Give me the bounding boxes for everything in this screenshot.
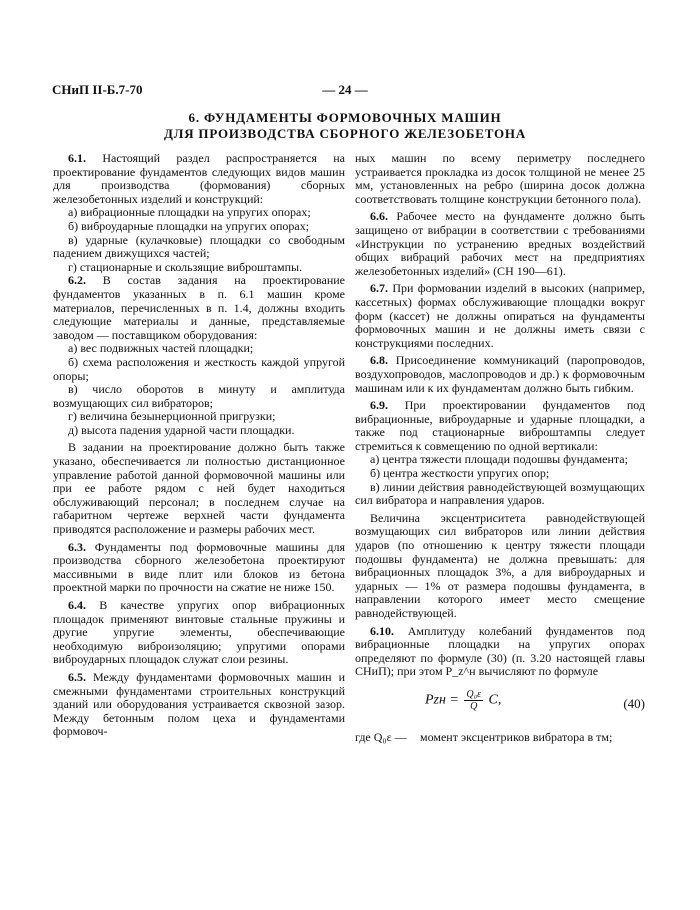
formula-denominator: Q	[470, 700, 478, 712]
formula-lhs: Pzн =	[425, 692, 459, 708]
paragraph-6-6: 6.6. Рабочее место на фундаменте должно быть защищено от вибрации в соответствии с требованиями «Инструкции по устранению вредных воздействий общих вибраций рабочих мест на предприятиях железобетонных изделий» (СН 190—61).	[355, 209, 646, 278]
list-item: а) вес подвижных частей площадки;	[68, 341, 254, 356]
section-title-line2: ДЛЯ ПРОИЗВОДСТВА СБОРНОГО ЖЕЛЕЗОБЕТОНА	[163, 126, 527, 141]
formula-number: (40)	[623, 695, 645, 711]
paragraph-6-10: 6.10. Амплитуду колебаний фундаментов под вибрационные площадки на упругих опорах определяют по формуле (30) (п. 3.20 настоящей главы СНиП); при этом P_z^н вычисляют по формуле	[355, 623, 645, 679]
formula-expression	[425, 689, 501, 712]
list-item: г) стационарные и скользящие виброштампы.	[68, 259, 303, 274]
formula-rhs: C,	[488, 692, 502, 708]
list-item: в) линии действия равнодействующей возмущающих сил вибратора и направления ударов.	[355, 479, 645, 508]
list-item: д) высота падения ударной части площадки.	[68, 422, 295, 437]
paragraph-6-9: 6.9. При проектировании фундаментов под вибрационные, виброударные и ударные площадки, а также под стационарные виброштампы следует стремиться к совмещению по одной вертикали:	[355, 398, 646, 453]
paragraph-6-7: 6.7. При формовании изделий в высоких (например, кассетных) формах обслуживающие площадки вокруг форм (кассет) не должны опираться на фундаменты формовочных машин и не должны иметь связи с конструкциями последних.	[355, 281, 646, 350]
list-item: а) центра тяжести площади подошвы фундамента;	[370, 452, 628, 467]
paragraph-6-2-extra: В задании на проектирование должно быть также указано, обеспечивается ли полностью дистанционное управление работой данной формовочной машины или при ее работе рядом с ней будет находиться обслуживающий персонал; в последнем случае на габаритном чертеже верхней части фундамента приводятся расположение и размеры рабочих мест.	[53, 440, 345, 537]
paragraph-6-8: 6.8. Присоединение коммуникаций (паропроводов, воздухопроводов, маслопроводов и др.) к формовочным машинам или к их фундаментам должно быть гибким.	[355, 353, 645, 395]
running-header	[52, 83, 638, 101]
page-number: — 24 —	[322, 82, 368, 97]
list-item: г) величина безынерционной пригрузки;	[68, 409, 276, 424]
paragraph-6-2: 6.2. В состав задания на проектирование фундаментов указанных в п. 6.1 машин кроме материалов, перечисленных в п. 1.4, должны входить следующие материалы и данные, представляемые заводом — поставщиком оборудования:	[53, 273, 345, 342]
legend-text: момент эксцентриков вибратора в тм;	[420, 729, 613, 744]
formula-numerator: Q₀ε	[466, 688, 482, 700]
paragraph-6-4: 6.4. В качестве упругих опор вибрационных площадок применяют винтовые стальные пружины и другие упругие элементы, обеспечивающие необходимую виброизоляцию; упругими опорами виброударных площадок служат слои резины.	[53, 598, 346, 667]
legend-symbol: где Q₀ε —	[355, 729, 407, 744]
list-item: в) ударные (кулачковые) площадки со свободным падением движущихся частей;	[53, 232, 345, 261]
paragraph-6-5: 6.5. Между фундаментами формовочных машин и смежными фундаментами строительных конструкций зданий или оборудования устраивается сквозной зазор. Между бетонным полом цеха и фундаментами формовоч-	[53, 669, 346, 739]
list-item: б) виброударные площадки на упругих опорах;	[68, 218, 310, 233]
paragraph-6-5-continued: ных машин по всему периметру последнего устраивается прокладка из досок толщиной не менее 25 мм, установленных на ребро (ширина досок должна соответствовать толщине конструкции бетонного пола).	[355, 151, 645, 206]
section-title-line1: 6. ФУНДАМЕНТЫ ФОРМОВОЧНЫХ МАШИН	[188, 110, 502, 125]
formula-40	[355, 689, 645, 723]
right-column	[355, 152, 645, 761]
document-code: СНиП II-Б.7-70	[52, 82, 143, 97]
paragraph-6-3: 6.3. Фундаменты под формовочные машины для производства сборного железобетона проектируют массивными в виде плит или блоков из бетона проектной марки по прочности на сжатие не ниже 150.	[53, 539, 346, 595]
left-column	[53, 152, 345, 739]
list-item: в) число оборотов в минуту и амплитуда возмущающих сил вибраторов;	[53, 382, 345, 410]
section-title	[52, 110, 638, 142]
list-item: б) схема расположения и жесткость каждой упругой опоры;	[53, 354, 345, 383]
paragraph-6-1: 6.1. Настоящий раздел распространяется на проектирование фундаментов следующих видов машин для производства (формования) сборных железобетонных изделий и конструкций:	[53, 151, 346, 206]
paragraph-6-9-extra: Величина эксцентриситета равнодействующей возмущающих сил вибраторов или линии действия ударов (по отношению к центру тяжести площади подошвы фундамента) не должна превышать: для вибрационных площадок 3%, а для виброударных и ударных — 1% от размера подошвы фундамента, в направлении которого имеет место смещение равнодействующей.	[355, 510, 645, 620]
list-item: б) центра жесткости упругих опор;	[370, 466, 550, 481]
formula-fraction	[464, 689, 483, 712]
list-item: а) вибрационные площадки на упругих опорах;	[68, 205, 311, 220]
formula-legend	[355, 731, 645, 761]
